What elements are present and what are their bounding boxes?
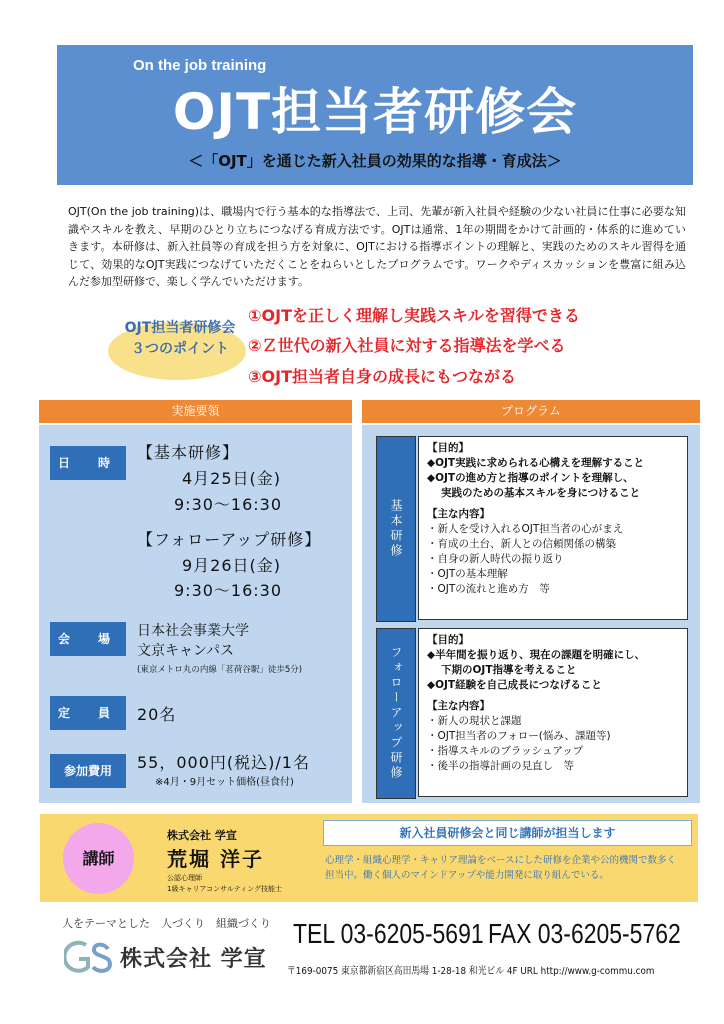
fee-value: 55，000円(税込)/1名 [137,753,310,772]
lecturer-badge: 講師 [63,823,134,894]
venue-line1: 日本社会事業大学 [137,623,249,639]
followup-title: 【フォローアップ研修】 [137,530,322,549]
basic-title: 【基本研修】 [137,443,240,462]
basic-training-box [418,436,688,620]
basic-content-heading: 【主な内容】 [427,508,490,520]
followup-training-label: フォローアップ研修 [376,628,416,799]
basic-date: 4月25日(金) [182,469,282,488]
basic-content-1: ・新人を受け入れるOJT担当者の心がまえ [427,523,624,535]
phone-number: TEL 03-6205-5691 [293,918,484,949]
basic-objective-heading: 【目的】 [427,442,469,454]
basic-training-label: 基本研修 [376,436,416,622]
venue-line2: 文京キャンパス [137,643,235,659]
followup-content-3: ・指導スキルのブラッシュアップ [427,745,584,757]
program-heading: プログラム [362,400,700,423]
fax-number: FAX 03-6205-5762 [488,918,681,949]
followup-objective-3: ◆OJT経験を自己成長につなげること [427,679,602,691]
point-3: ③OJT担当者自身の成長にもつながる [248,367,517,386]
followup-objective-heading: 【目的】 [427,634,469,646]
venue-label: 会 場 [50,622,126,656]
lecturer-cred-2: 1級キャリアコンサルティング技能士 [167,885,283,893]
points-label-line1: OJT担当者研修会 [124,320,236,336]
followup-content-1: ・新人の現状と課題 [427,715,522,727]
lecturer-company: 株式会社 学宣 [167,829,237,842]
capacity-label: 定 員 [50,696,126,730]
followup-training-box [418,628,688,797]
basic-objective-3: 実践のための基本スキルを身につけること [441,487,641,499]
venue-access: (東京メトロ丸の内線「茗荷谷駅」徒歩5分) [137,665,303,675]
points-label-line2: ３つのポイント [131,341,229,357]
followup-time: 9:30～16:30 [174,581,283,600]
capacity-value: 20名 [137,705,177,724]
tagline: ＜「OJT」を通じた新入社員の効果的な指導・育成法＞ [188,152,562,170]
basic-time: 9:30～16:30 [174,495,283,514]
point-1: ①OJTを正しく理解し実践スキルを習得できる [248,306,580,325]
basic-content-5: ・OJTの流れと進め方 等 [427,583,550,595]
lecturer-name: 荒堀 洋子 [167,847,264,871]
address-url: 〒169-0075 東京都新宿区高田馬場 1-28-18 和光ビル 4F URL http://www.g-commu.com [287,966,655,977]
intro-paragraph: OJT(On the job training)は、職場内で行う基本的な指導法で、上司、先輩が新入社員や経験の少ない社員に仕事に必要な知識やスキルを教え、早期のひとり立ちにつなげる育成方法です。OJTは通常、1年の期間をかけて計画的・体系的に進めていきます。本研修は、新入社員等の育成を担う方を対象に、OJTにおける指導ポイントの理解と、実践のためのスキル習得を通じて、効果的なOJT実践につなげていただくことをねらいとしたプログラムです。ワークやディスカッションを豊富に組み込んだ参加型研修で、楽しく学んでいただけます。 [68,205,686,288]
subtitle-english: On the job training [133,57,267,74]
footer-tagline: 人をテーマとした 人づくり 組織づくり [62,917,271,930]
point-2: ②Ｚ世代の新入社員に対する指導法を学べる [248,336,566,355]
footer-company: 株式会社 学宣 [120,947,267,972]
basic-content-3: ・自身の新人時代の振り返り [427,553,564,565]
basic-content-2: ・育成の土台、新人との信頼関係の構築 [427,538,616,550]
followup-content-2: ・OJT担当者のフォロー(悩み、課題等) [427,730,611,742]
basic-objective-1: ◆OJT実践に求められる心構えを理解すること [427,457,645,469]
points-label [90,318,270,360]
page-title: OJT担当者研修会 [172,83,578,141]
followup-content-heading: 【主な内容】 [427,700,490,712]
fee-label: 参加費用 [50,754,126,788]
lecturer-description: 心理学・組織心理学・キャリア理論をベースにした研修を企業や公的機関で数多く担当中。働く個人のマインドアップや能力開発に取り組んでいる。 [325,855,677,881]
followup-objective-1: ◆半年間を振り返り、現在の課題を明確にし、 [427,649,646,661]
followup-date: 9月26日(金) [182,556,282,575]
date-label: 日 時 [50,446,126,480]
company-logo-icon [64,937,116,981]
basic-content-4: ・OJTの基本理解 [427,568,508,580]
fee-note: ※4月・9月セット価格(昼食付) [155,777,294,788]
same-lecturer-note: 新入社員研修会と同じ講師が担当します [323,820,692,846]
followup-content-4: ・後半の指導計画の見直し 等 [427,760,574,772]
overview-heading: 実施要領 [39,400,352,423]
lecturer-cred-1: 公認心理師 [167,874,202,882]
followup-objective-2: 下期のOJT指導を考えること [441,664,577,676]
basic-objective-2: ◆OJTの進め方と指導のポイントを理解し、 [427,472,634,484]
